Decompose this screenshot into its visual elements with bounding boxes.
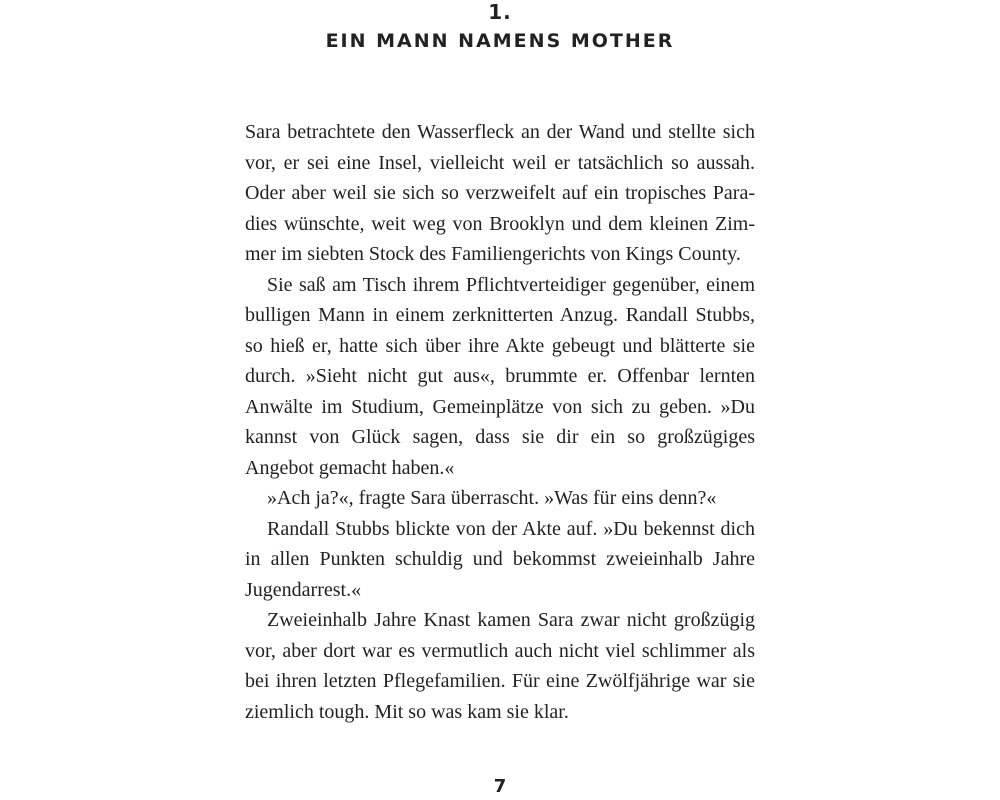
chapter-number: 1. [488, 0, 512, 24]
body-text [245, 117, 755, 727]
paragraph-5: Zweieinhalb Jahre Knast kamen Sara zwar nicht großzügig vor, aber dort war es vermutlich auch nicht viel schlimmer als bei ihren letzten Pflegefamilien. Für eine Zwölfjährige war sie ziemlich tough. Mit so was kam sie klar. [245, 609, 755, 723]
paragraph-2: Sie saß am Tisch ihrem Pflichtverteidiger gegenüber, einem bulligen Mann in einem zerknitterten Anzug. Randall Stubbs, so hieß er, hatte sich über ihre Akte gebeugt und blätterte sie durch. »Sieht nicht gut aus«, brummte er. Offenbar lernten Anwälte im Studium, Gemeinplätze von sich zu geben. »Du kannst von Glück sagen, dass sie dir ein so großzügiges Angebot gemacht haben.« [245, 273, 755, 479]
paragraph-1: Sara betrachtete den Wasserfleck an der Wand und stellte sich vor, er sei eine Insel, vielleicht weil er tatsächlich so aussah. Oder aber weil sie sich so verzweifelt auf ein tropisches Paradies wünschte, weit weg von Brooklyn und dem kleinen Zimmer im siebten Stock des Familiengerichts von Kings County. [245, 121, 755, 265]
paragraph-4: Randall Stubbs blickte von der Akte auf. »Du bekennst dich in allen Punkten schuldig und bekommst zweieinhalb Jahre Jugendarrest.« [245, 517, 755, 601]
chapter-title: EIN MANN NAMENS MOTHER [325, 30, 675, 52]
paragraph-3: »Ach ja?«, fragte Sara überrascht. »Was für eins denn?« [267, 487, 717, 509]
page-number: 7 [493, 776, 507, 797]
